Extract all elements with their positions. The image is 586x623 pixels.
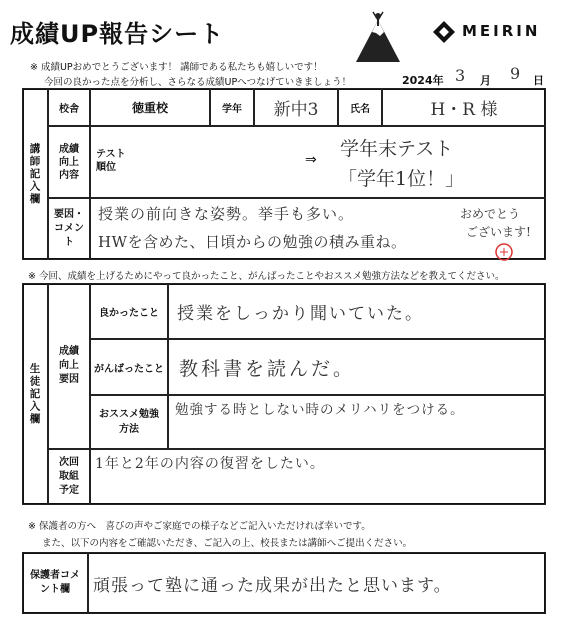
grade-label: 学年 xyxy=(210,88,254,126)
intro-note-1: ※ 成績UPおめでとうございます！ 講師である私たちも嬉しいです！ xyxy=(30,62,323,73)
good-value: 授業をしっかり聞いていた。 xyxy=(177,303,424,324)
guardian-note-2: また、以下の内容をご確認いただき、ご記入の上、校長または講師へご提出ください。 xyxy=(42,538,413,549)
next-value: 1年と2年の内容の復習をしたい。 xyxy=(95,456,325,472)
school-label: 校舎 xyxy=(48,88,90,126)
result-label-cell xyxy=(48,126,90,198)
mountain-logo-icon xyxy=(352,6,404,64)
guardian-label-cell xyxy=(22,552,88,614)
method-cell xyxy=(168,395,546,449)
guardian-label: 保護者コメント欄 xyxy=(30,570,80,595)
teacher-side-label: 講師記入欄 xyxy=(28,142,41,206)
date-month-label: 月 xyxy=(480,74,491,87)
next-label-cell xyxy=(48,449,90,505)
result-value-2: 「学年1位！」 xyxy=(338,168,465,190)
student-side-label: 生徒記入欄 xyxy=(28,362,41,426)
test-label: テスト順位 xyxy=(96,149,126,173)
date-year: 2024年 xyxy=(402,74,444,87)
factor-line-2: HWを含めた、日頃からの勉強の積み重ね。 xyxy=(98,233,407,251)
name-label: 氏名 xyxy=(338,88,382,126)
method-label: おススメ勉強方法 xyxy=(99,409,159,435)
effort-value: 教科書を読んだ。 xyxy=(179,357,356,380)
effort-cell xyxy=(168,339,546,395)
date-day-label: 日 xyxy=(533,74,544,87)
student-factor-cell xyxy=(48,283,90,449)
guardian-value: 頑張って塾に通った成果が出たと思います。 xyxy=(93,575,452,596)
student-side-cell xyxy=(22,283,48,505)
congrats-line-1: おめでとう xyxy=(460,207,521,221)
meirin-diamond-icon xyxy=(432,20,456,44)
factor-label-cell xyxy=(48,198,90,260)
arrow-icon: ⇒ xyxy=(305,152,317,168)
teacher-stamp-icon xyxy=(494,242,514,262)
next-cell xyxy=(90,449,546,505)
teacher-side-cell xyxy=(22,88,48,260)
name-value: H・R 様 xyxy=(382,88,546,126)
factor-line-1: 授業の前向きな姿勢。挙手も多い。 xyxy=(98,205,355,223)
sheet-title: 成績UP報告シート xyxy=(10,20,225,48)
method-label-cell xyxy=(90,395,168,449)
student-factor-label: 成績向上要因 xyxy=(59,346,79,385)
brand-logo-text: MEIRIN xyxy=(462,22,541,40)
good-label: 良かったこと xyxy=(90,283,168,339)
effort-label: がんばったこと xyxy=(90,339,168,395)
good-cell xyxy=(168,283,546,339)
intro-note-2: 今回の良かった点を分析し、さらなる成績UPへつなげていきましょう！ xyxy=(44,77,352,88)
result-value-1: 学年末テスト xyxy=(340,138,454,160)
guardian-note-1: ※ 保護者の方へ 喜びの声やご家庭での様子などご記入いただければ幸いです。 xyxy=(28,521,371,532)
result-cell xyxy=(90,126,546,198)
school-value: 徳重校 xyxy=(90,88,210,126)
method-value: 勉強する時としない時のメリハリをつける。 xyxy=(175,402,465,418)
result-label: 成績向上内容 xyxy=(59,143,79,181)
guardian-cell xyxy=(88,552,546,614)
next-label: 次回取組予定 xyxy=(59,457,79,496)
date-month-value: 3 xyxy=(455,66,466,85)
date-day-value: 9 xyxy=(510,64,521,83)
congrats-line-2: ございます! xyxy=(466,225,531,239)
student-note: ※ 今回、成績を上げるためにやって良かったこと、がんばったことやおススメ勉強方法などを教えてください。 xyxy=(28,271,505,282)
factor-label: 要因・コメント xyxy=(54,209,84,248)
grade-value: 新中3 xyxy=(254,88,338,126)
